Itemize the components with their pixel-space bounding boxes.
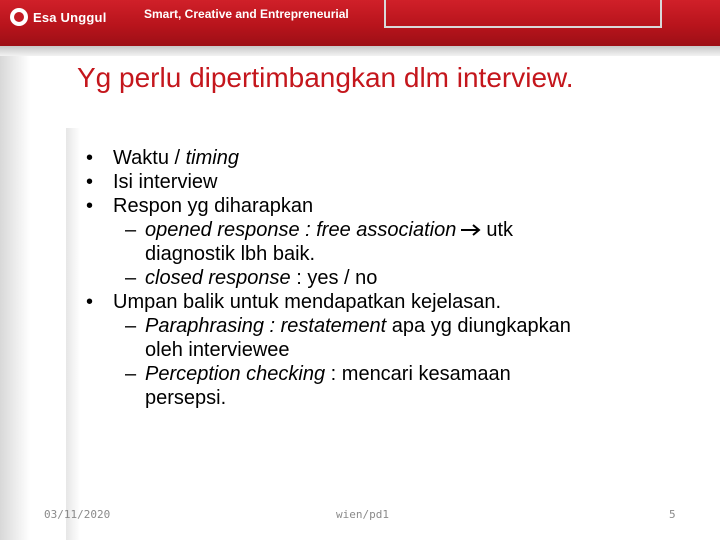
- logo-icon: [10, 8, 28, 26]
- bullet-icon: •: [86, 195, 94, 217]
- slide-title: Yg perlu dipertimbangkan dlm interview.: [77, 62, 574, 93]
- bullet-icon: •: [86, 147, 94, 169]
- arrow-right-icon: [460, 218, 482, 242]
- dash-icon: –: [125, 363, 137, 385]
- sub-bullet-continuation: persepsi.: [145, 387, 227, 409]
- dash-icon: –: [125, 267, 137, 289]
- header-shadow-band: [0, 46, 720, 56]
- bullet-item: • Isi interview: [86, 171, 218, 193]
- sub-bullet-item: – closed response : yes / no: [125, 267, 378, 289]
- sub-bullet-item: – opened response : free association utk: [125, 219, 514, 241]
- sub-bullet-item: – Paraphrasing : restatement apa yg diungkapkan: [125, 315, 571, 337]
- logo-text: Esa Unggul: [33, 9, 107, 25]
- bullet-icon: •: [86, 171, 94, 193]
- bullet-list: [86, 146, 686, 410]
- header-decoration: [384, 0, 662, 28]
- dash-icon: –: [125, 219, 137, 241]
- bullet-item: • Umpan balik untuk mendapatkan kejelasan.: [86, 291, 502, 313]
- logo: [10, 6, 107, 28]
- sub-bullet-continuation: oleh interviewee: [145, 339, 290, 361]
- bullet-item: • Waktu / timing: [86, 147, 239, 169]
- bullet-icon: •: [86, 291, 94, 313]
- header-bar: [0, 0, 720, 46]
- tagline: Smart, Creative and Entrepreneurial: [144, 7, 349, 21]
- footer-date: 03/11/2020: [44, 508, 111, 521]
- sub-bullet-item: – Perception checking : mencari kesamaan: [125, 363, 511, 385]
- bullet-item: • Respon yg diharapkan: [86, 195, 314, 217]
- dash-icon: –: [125, 315, 137, 337]
- left-side-band: [0, 56, 30, 540]
- footer-page-number: 5: [669, 508, 676, 521]
- footer-author: wien/pd1: [336, 508, 389, 521]
- sub-bullet-continuation: diagnostik lbh baik.: [145, 243, 316, 265]
